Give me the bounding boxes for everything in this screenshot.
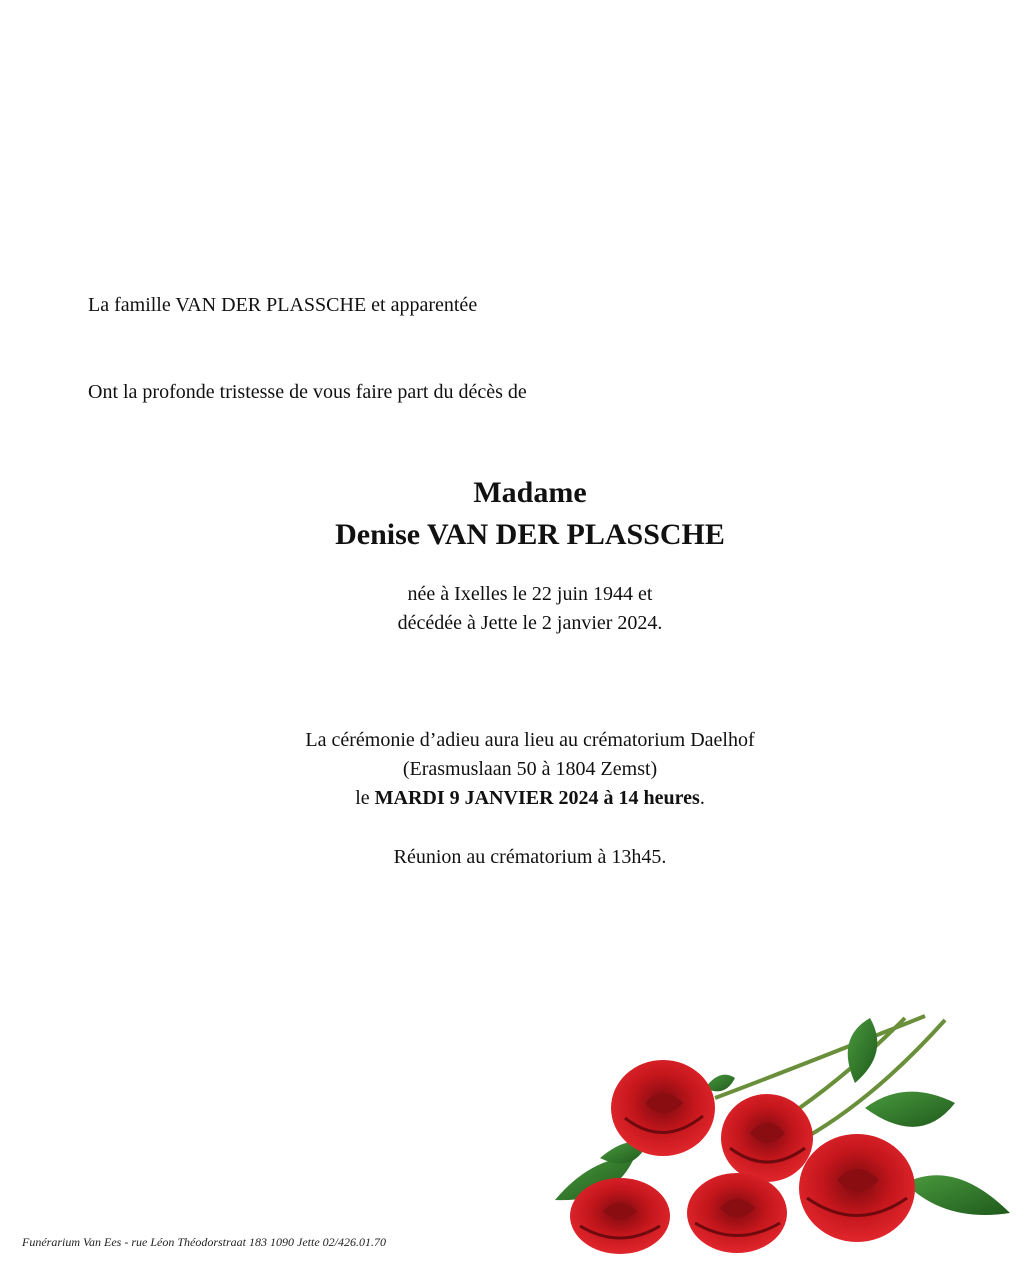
rose-4 bbox=[687, 1173, 787, 1253]
deceased-title: Madame bbox=[473, 476, 587, 509]
rose-2 bbox=[721, 1094, 813, 1182]
birth-line: née à Ixelles le 22 juin 1944 et bbox=[407, 583, 653, 605]
deceased-header bbox=[130, 472, 930, 556]
life-dates bbox=[130, 580, 930, 638]
ceremony-datetime-line bbox=[130, 784, 930, 813]
family-line: La famille VAN DER PLASSCHE et apparentée bbox=[88, 294, 478, 316]
gathering-line: Réunion au crématorium à 13h45. bbox=[393, 846, 667, 868]
ceremony-location-line: La cérémonie d’adieu aura lieu au crématorium Daelhof bbox=[305, 729, 755, 751]
death-line: décédée à Jette le 2 janvier 2024. bbox=[397, 612, 663, 634]
ceremony-date-suffix: . bbox=[699, 787, 705, 809]
ceremony-details bbox=[130, 726, 930, 813]
rose-5 bbox=[570, 1178, 670, 1254]
rose-3 bbox=[799, 1134, 915, 1242]
ceremony-address-line: (Erasmuslaan 50 à 1804 Zemst) bbox=[402, 758, 658, 780]
red-roses-image bbox=[545, 1008, 1015, 1268]
funeral-home-footer: Funérarium Van Ees - rue Léon Théodorstraat 183 1090 Jette 02/426.01.70 bbox=[22, 1235, 386, 1249]
ceremony-date-prefix: le bbox=[355, 787, 375, 809]
announcement-line: Ont la profonde tristesse de vous faire part du décès de bbox=[88, 381, 527, 403]
ceremony-date: MARDI 9 JANVIER 2024 à 14 heures bbox=[374, 787, 700, 809]
deceased-name: Denise VAN DER PLASSCHE bbox=[335, 518, 725, 551]
rose-1 bbox=[611, 1060, 715, 1156]
